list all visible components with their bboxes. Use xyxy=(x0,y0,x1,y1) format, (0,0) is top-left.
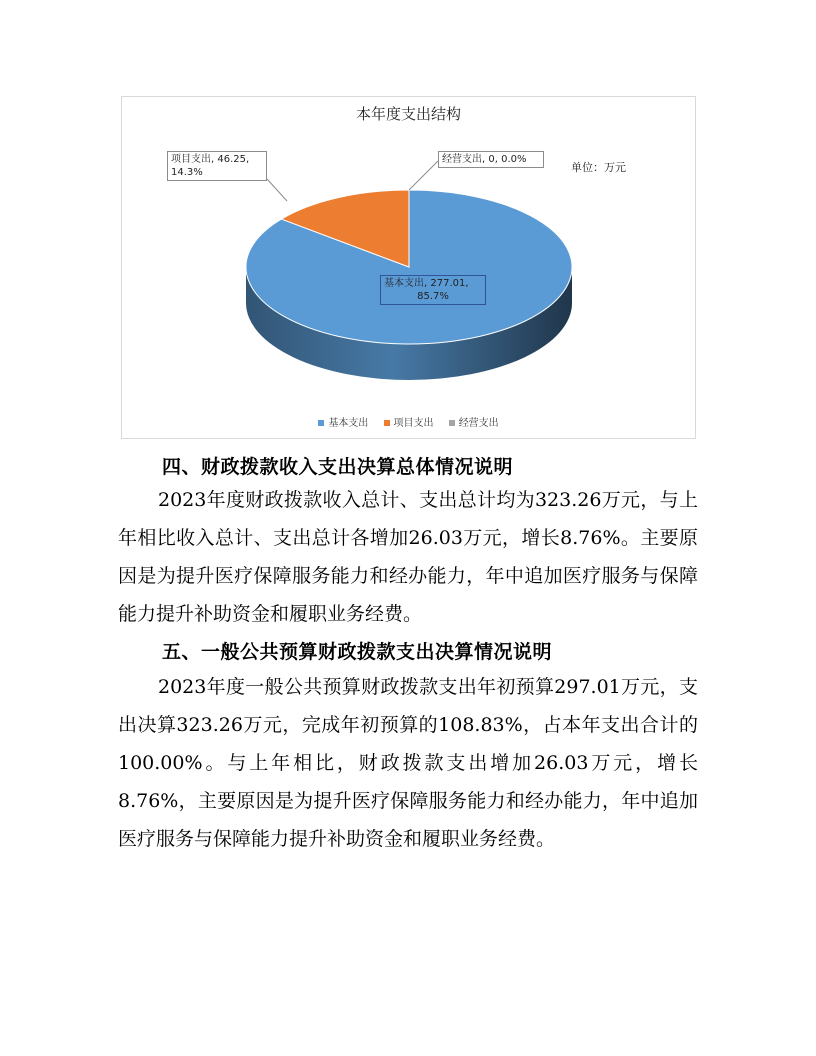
data-label-project xyxy=(167,151,267,181)
legend-swatch-icon xyxy=(384,420,390,426)
section-heading-five: 五、一般公共预算财政拨款支出决算情况说明 xyxy=(162,641,553,663)
section-heading-four: 四、财政拨款收入支出决算总体情况说明 xyxy=(162,456,514,478)
legend-swatch-icon xyxy=(449,420,455,426)
data-label-project-line2: 14.3% xyxy=(171,167,203,178)
legend-item-project xyxy=(384,414,434,429)
section-paragraph-five: 2023年度一般公共预算财政拨款支出年初预算297.01万元，支出决算323.26万元，完成年初预算的108.83%，占本年支出合计的100.00%。与上年相比，财政拨款支出增加26.03万元，增长8.76%，主要原因是为提升医疗保障服务能力和经办能力，年中追加医疗服务与保障能力提升补助资金和履职业务经费。 xyxy=(118,676,698,850)
legend-swatch-icon xyxy=(318,420,324,426)
pie-chart xyxy=(121,96,696,439)
chart-title: 本年度支出结构 xyxy=(355,105,461,123)
section-paragraph-four: 2023年度财政拨款收入总计、支出总计均为323.26万元，与上年相比收入总计、支出总计各增加26.03万元，增长8.76%。主要原因是为提升医疗保障服务能力和经办能力，年中追加医疗服务与保障能力提升补助资金和履职业务经费。 xyxy=(118,489,698,625)
pie-chart-canvas xyxy=(122,97,697,440)
legend-label: 项目支出 xyxy=(393,418,434,429)
leader-line-operating xyxy=(409,161,438,190)
legend-label: 基本支出 xyxy=(328,418,369,429)
legend-item-basic xyxy=(318,414,368,429)
data-label-project-line1: 项目支出, 46.25, xyxy=(171,154,250,165)
data-label-basic-line2: 85.7% xyxy=(417,291,449,302)
data-label-operating xyxy=(438,151,544,168)
chart-legend xyxy=(122,414,695,429)
legend-label: 经营支出 xyxy=(458,418,499,429)
legend-item-operating xyxy=(449,414,499,429)
data-label-operating-line1: 经营支出, 0, 0.0% xyxy=(442,154,527,165)
data-label-basic xyxy=(380,275,486,305)
data-label-basic-line1: 基本支出, 277.01, xyxy=(384,278,469,289)
unit-label: 单位：万元 xyxy=(571,161,626,174)
leader-line-project xyxy=(267,179,287,201)
